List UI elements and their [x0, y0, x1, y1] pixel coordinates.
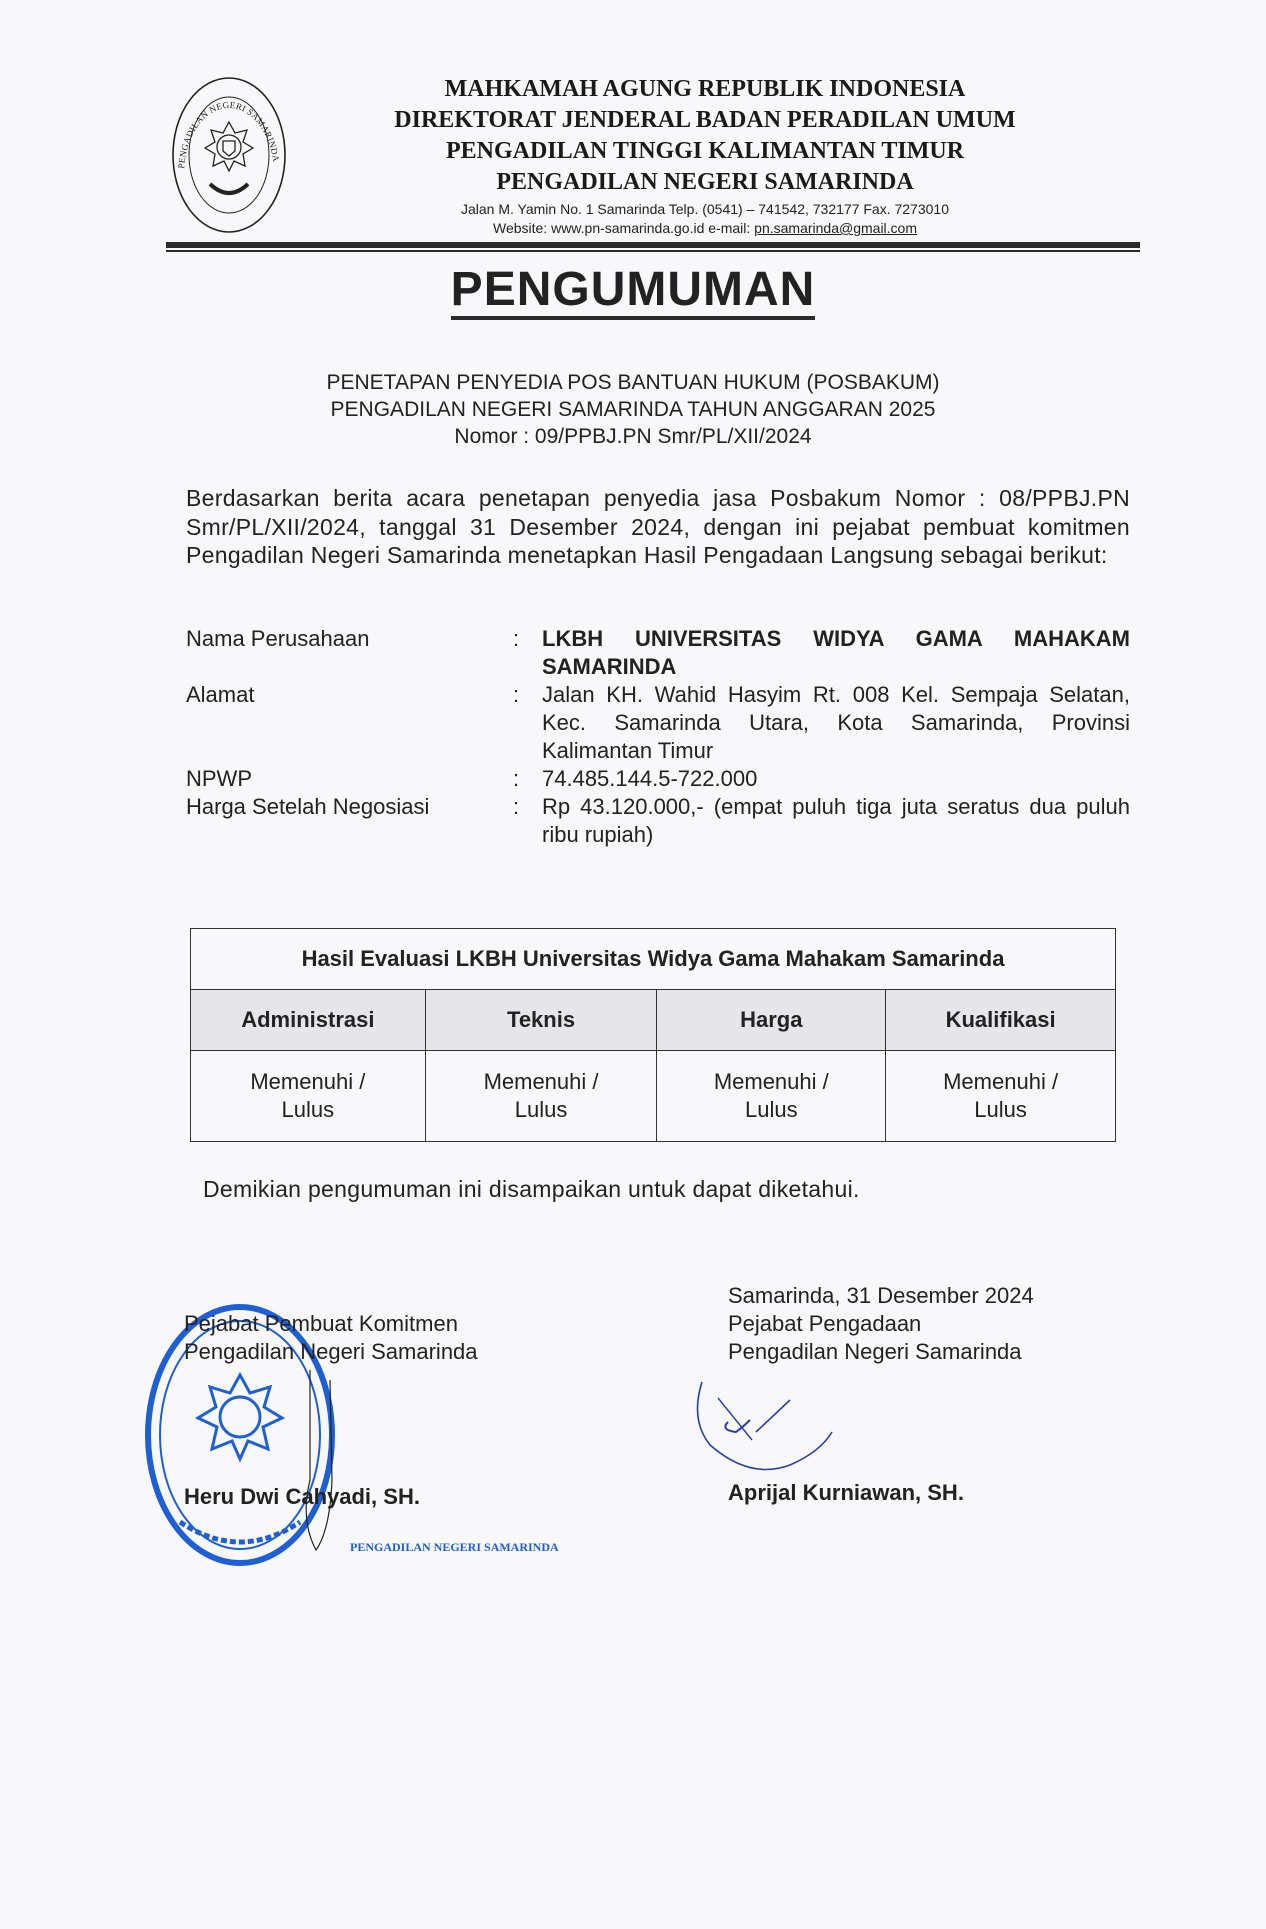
column-header-kualifikasi: Kualifikasi — [886, 990, 1116, 1051]
subtitle-number: Nomor : 09/PPBJ.PN Smr/PL/XII/2024 — [454, 425, 812, 448]
letterhead-line-4: PENGADILAN NEGERI SAMARINDA — [496, 169, 914, 195]
table-header-row — [191, 990, 1116, 1051]
intro-paragraph: Berdasarkan berita acara penetapan penyedia jasa Posbakum Nomor : 08/PPBJ.PN Smr/PL/XII/2024, tanggal 31 Desember 2024, dengan ini pejabat pembuat komitmen Pengadilan Negeri Samarinda menetapkan Hasil Pengadaan Langsung sebagai berikut: — [186, 485, 1130, 568]
evaluation-table — [190, 928, 1116, 1142]
table-cell-teknis — [425, 1051, 657, 1142]
subtitle-line-2: PENGADILAN NEGERI SAMARINDA TAHUN ANGGARAN 2025 — [330, 398, 936, 421]
signature-right-office: Pengadilan Negeri Samarinda — [728, 1339, 1022, 1364]
detail-row-address — [186, 681, 1130, 765]
detail-label-company: Nama Perusahaan — [186, 626, 370, 651]
signature-right-block — [728, 1282, 1034, 1366]
detail-row-company — [186, 625, 1130, 681]
table-row — [191, 1051, 1116, 1142]
letterhead-contact — [300, 220, 1110, 236]
cell-text: Memenuhi / Lulus — [943, 1069, 1059, 1122]
column-header-harga: Harga — [657, 990, 886, 1051]
signature-left-role: Pejabat Pembuat Komitmen — [184, 1311, 458, 1336]
signature-left-name: Heru Dwi Cahyadi, SH. — [184, 1484, 420, 1509]
detail-colon: : — [513, 626, 520, 651]
details-list — [186, 625, 1130, 849]
table-cell-kualifikasi — [886, 1051, 1116, 1142]
signature-right-scribble-icon — [690, 1370, 890, 1480]
detail-label-address: Alamat — [186, 682, 255, 707]
header-divider-thick — [166, 242, 1140, 248]
header-divider-thin — [166, 250, 1140, 252]
detail-value-company: LKBH UNIVERSITAS WIDYA GAMA MAHAKAM SAMARINDA — [542, 626, 1130, 679]
signature-right-name: Aprijal Kurniawan, SH. — [728, 1480, 964, 1505]
table-cell-administrasi — [191, 1051, 426, 1142]
detail-value-address: Jalan KH. Wahid Hasyim Rt. 008 Kel. Sempaja Selatan, Kec. Samarinda Utara, Kota Samarinda, Provinsi Kalimantan Timur — [542, 682, 1130, 763]
letterhead-address: Jalan M. Yamin No. 1 Samarinda Telp. (0541) – 741542, 732177 Fax. 7273010 — [461, 201, 949, 217]
website-text: Website: www.pn-samarinda.go.id e-mail: — [492, 220, 755, 236]
document-title-wrap — [0, 264, 1266, 320]
detail-row-price — [186, 793, 1130, 849]
letterhead-line-1: MAHKAMAH AGUNG REPUBLIK INDONESIA — [444, 76, 966, 102]
detail-label-npwp: NPWP — [186, 766, 252, 791]
document-title: PENGUMUMAN — [451, 264, 816, 320]
detail-colon: : — [513, 794, 520, 819]
signature-right-role: Pejabat Pengadaan — [728, 1311, 922, 1336]
court-logo-icon — [170, 74, 288, 236]
letterhead-line-2: DIREKTORAT JENDERAL BADAN PERADILAN UMUM — [394, 107, 1016, 133]
signature-left-scribble-icon — [270, 1360, 340, 1560]
detail-value-price: Rp 43.120.000,- (empat puluh tiga juta seratus dua puluh ribu rupiah) — [542, 794, 1130, 847]
cell-text: Memenuhi / Lulus — [483, 1069, 599, 1122]
table-cell-harga — [657, 1051, 886, 1142]
column-header-administrasi: Administrasi — [191, 990, 426, 1051]
column-header-teknis: Teknis — [425, 990, 657, 1051]
signature-left-block — [184, 1310, 478, 1366]
cell-text: Memenuhi / Lulus — [250, 1069, 366, 1122]
detail-colon: : — [513, 682, 520, 707]
letterhead-line-3: PENGADILAN TINGGI KALIMANTAN TIMUR — [445, 138, 965, 164]
signature-right-place-date: Samarinda, 31 Desember 2024 — [728, 1283, 1034, 1308]
table-caption: Hasil Evaluasi LKBH Universitas Widya Gama Mahakam Samarinda — [191, 929, 1116, 990]
table-caption-row — [191, 929, 1116, 990]
email-link[interactable]: pn.samarinda@gmail.com — [754, 220, 918, 236]
detail-row-npwp — [186, 765, 1130, 793]
detail-value-npwp: 74.485.144.5-722.000 — [542, 766, 758, 791]
signature-left-office: Pengadilan Negeri Samarinda — [184, 1339, 478, 1364]
svg-text:PENGADILAN NEGERI SAMARINDA: PENGADILAN NEGERI SAMARINDA — [176, 99, 282, 169]
detail-label-price: Harga Setelah Negosiasi — [186, 794, 430, 819]
subtitle-line-1: PENETAPAN PENYEDIA POS BANTUAN HUKUM (POSBAKUM) — [326, 371, 940, 394]
stamp-text: PENGADILAN NEGERI SAMARINDA — [350, 1540, 559, 1554]
cell-text: Memenuhi / Lulus — [713, 1069, 829, 1122]
detail-colon: : — [513, 766, 520, 791]
closing-statement: Demikian pengumuman ini disampaikan untuk dapat diketahui. — [203, 1176, 860, 1202]
